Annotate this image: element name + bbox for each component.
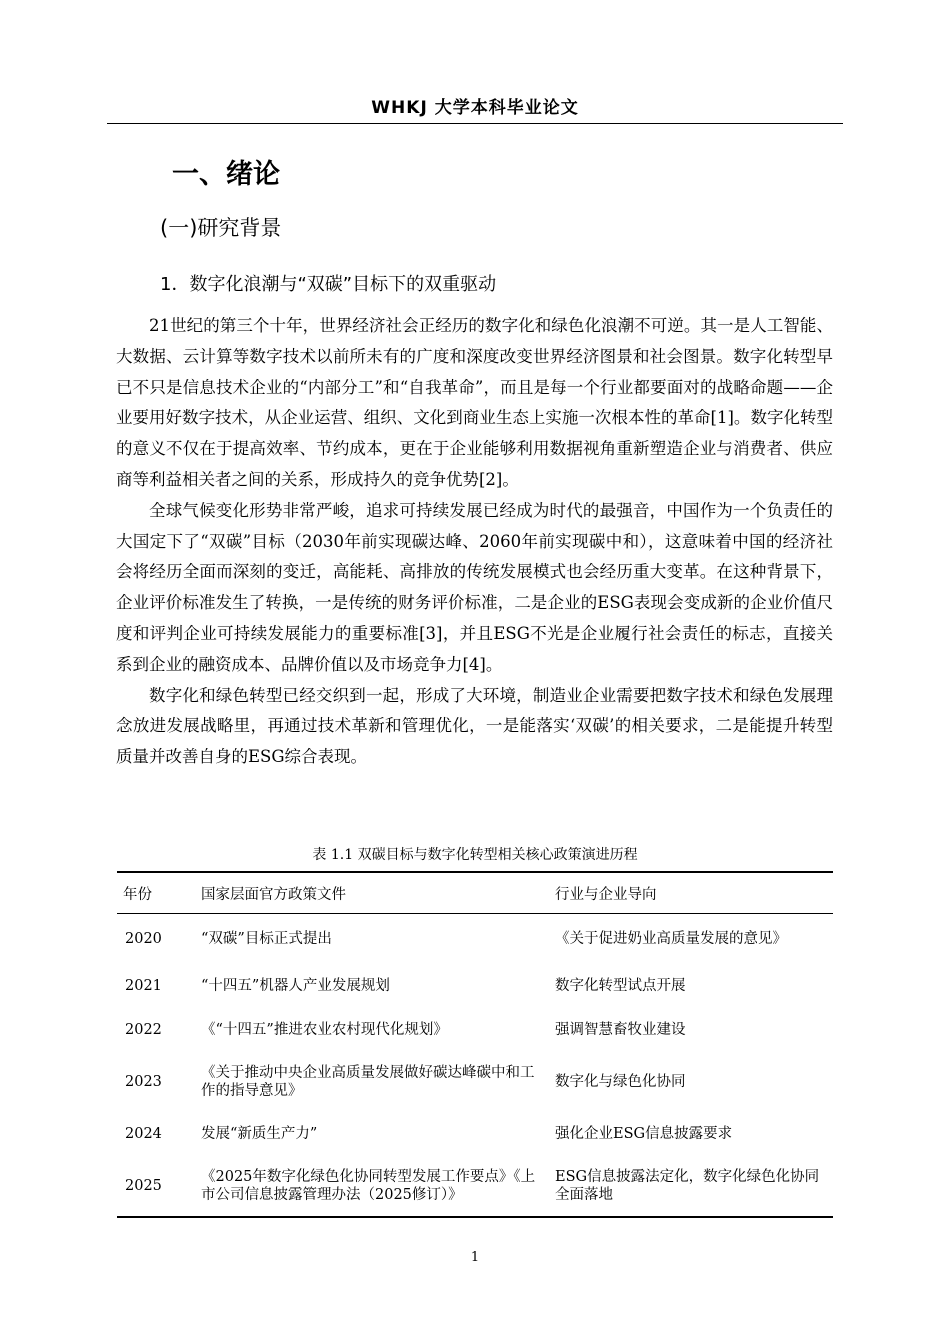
guidance-cell: ESG信息披露法定化，数字化绿色化协同全面落地: [555, 1169, 820, 1203]
table-row: [117, 914, 833, 965]
running-header: WHKJ 大学本科毕业论文: [371, 98, 579, 118]
table-caption: 表 1.1 双碳目标与数字化转型相关核心政策演进历程: [312, 847, 638, 863]
paragraph-1: 21世纪的第三个十年，世界经济社会正经历的数字化和绿色化浪潮不可逆。其一是人工智能、大数据、云计算等数字技术以前所未有的广度和深度改变世界经济图景和社会图景。数字化转型早已不只是信息技术企业的“内部分工”和“自我革命”，而且是每一个行业都要面对的战略命题——企业要用好数字技术，从企业运营、组织、文化到商业生态上实施一次根本性的革命[1]。数字化转型的意义不仅在于提高效率、节约成本，更在于企业能够利用数据视角重新塑造企业与消费者、供应商等利益相关者之间的关系，形成持久的竞争优势[2]。: [116, 316, 833, 489]
guidance-cell: 强化企业ESG信息披露要求: [555, 1126, 733, 1142]
column-header-industry-guidance: 行业与企业导向: [549, 872, 833, 914]
year-cell: 2024: [125, 1126, 162, 1142]
table-row: [117, 1156, 833, 1217]
guidance-cell: 《关于促进奶业高质量发展的意见》: [555, 931, 787, 947]
chapter-heading: 一、绪论: [172, 159, 280, 190]
table-row: [117, 964, 833, 1008]
policy-table: [117, 871, 833, 1218]
year-cell: 2022: [125, 1022, 162, 1038]
guidance-cell: 数字化与绿色化协同: [555, 1074, 686, 1090]
subsection-heading: 1．数字化浪潮与“双碳”目标下的双重驱动: [160, 274, 497, 295]
page-number: 1: [470, 1250, 480, 1265]
year-cell: 2021: [125, 978, 162, 994]
policy-cell: 发展“新质生产力”: [201, 1126, 318, 1142]
year-cell: 2025: [125, 1178, 162, 1194]
paragraph-3: 数字化和绿色转型已经交织到一起，形成了大环境，制造业企业需要把数字技术和绿色发展理念放进发展战略里，再通过技术革新和管理优化，一是能落实‘双碳’的相关要求，二是能提升转型质量并改善自身的ESG综合表现。: [116, 685, 833, 767]
year-cell: 2023: [125, 1074, 162, 1090]
column-header-national-policy: 国家层面官方政策文件: [195, 872, 549, 914]
policy-cell: 《关于推动中央企业高质量发展做好碳达峰碳中和工作的指导意见》: [201, 1065, 535, 1099]
table-row: [117, 1052, 833, 1112]
policy-cell: “十四五”机器人产业发展规划: [201, 978, 390, 994]
table-row: [117, 1112, 833, 1156]
header-rule: [107, 123, 843, 124]
policy-cell: 《2025年数字化绿色化协同转型发展工作要点》《上市公司信息披露管理办法（2025修订）》: [201, 1169, 536, 1203]
year-cell: 2020: [125, 931, 162, 947]
section-heading: (一)研究背景: [160, 216, 282, 240]
policy-cell: “双碳”目标正式提出: [201, 931, 332, 947]
column-header-year: 年份: [117, 872, 195, 914]
table-header-row: [117, 872, 833, 914]
guidance-cell: 强调智慧畜牧业建设: [555, 1022, 686, 1038]
body-text: [116, 311, 833, 773]
paragraph-2: 全球气候变化形势非常严峻，追求可持续发展已经成为时代的最强音，中国作为一个负责任的大国定下了“双碳”目标（2030年前实现碳达峰、2060年前实现碳中和），这意味着中国的经济社会将经历全面而深刻的变迁，高能耗、高排放的传统发展模式也会经历重大变革。在这种背景下，企业评价标准发生了转换，一是传统的财务评价标准，二是企业的ESG表现会变成新的企业价值尺度和评判企业可持续发展能力的重要标准[3]，并且ESG不光是企业履行社会责任的标志，直接关系到企业的融资成本、品牌价值以及市场竞争力[4]。: [116, 500, 833, 674]
guidance-cell: 数字化转型试点开展: [555, 978, 686, 994]
policy-cell: 《“十四五”推进农业农村现代化规划》: [201, 1022, 448, 1038]
table-row: [117, 1008, 833, 1052]
